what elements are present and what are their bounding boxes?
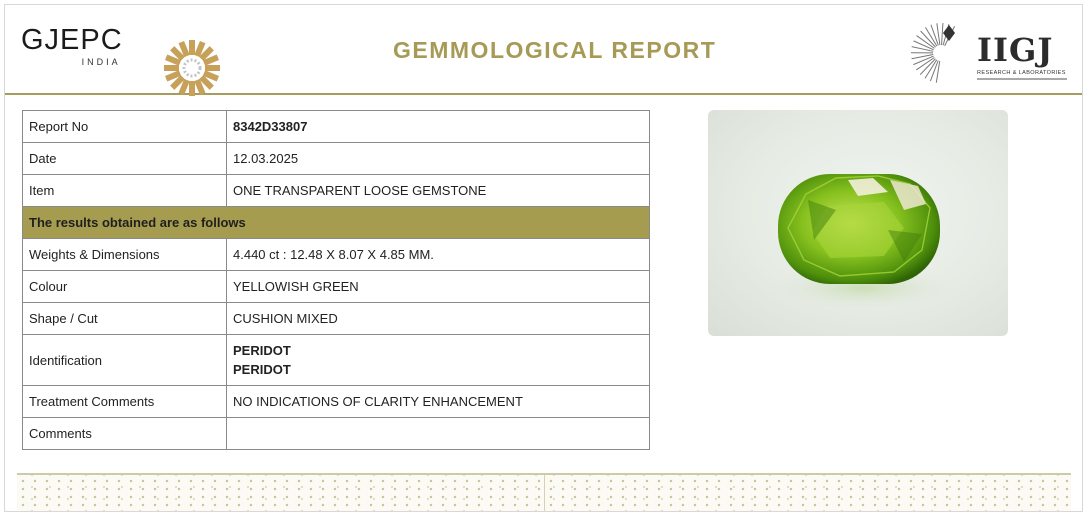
iigj-logo-icon: [905, 17, 975, 83]
identification-line: PERIDOT: [233, 362, 291, 377]
iigj-ray: [912, 47, 934, 52]
table-row: [23, 239, 650, 271]
report-header: [5, 5, 1082, 95]
row-value-item: ONE TRANSPARENT LOOSE GEMSTONE: [227, 175, 650, 207]
gjepc-wordmark: GJEPC: [21, 24, 123, 56]
table-row: [23, 418, 650, 450]
table-row: [23, 143, 650, 175]
decorative-footer-band: [17, 473, 1071, 511]
report-table: [22, 110, 650, 450]
gjepc-logo-icon: [161, 37, 223, 99]
iigj-ray: [942, 23, 943, 45]
table-row: [23, 335, 650, 386]
iigj-wordmark: IIGJ: [977, 31, 1054, 69]
gjepc-subtitle: INDIA: [81, 57, 121, 67]
row-label-colour: Colour: [23, 271, 227, 303]
table-row: [23, 175, 650, 207]
row-label-report-no: Report No: [23, 111, 227, 143]
row-label-shape: Shape / Cut: [23, 303, 227, 335]
row-label-weights: Weights & Dimensions: [23, 239, 227, 271]
iigj-subtitle: RESEARCH & LABORATORIES: [977, 70, 1066, 76]
iigj-underline: [977, 78, 1067, 80]
row-label-treatment: Treatment Comments: [23, 386, 227, 418]
table-row: [23, 303, 650, 335]
gjepc-logo: [21, 25, 123, 67]
row-value-weights: 4.440 ct : 12.48 X 8.07 X 4.85 MM.: [227, 239, 650, 271]
table-row: [23, 386, 650, 418]
row-value-report-no: 8342D33807: [227, 111, 650, 143]
row-label-date: Date: [23, 143, 227, 175]
table-row: [23, 111, 650, 143]
row-label-identification: Identification: [23, 335, 227, 386]
report-title: GEMMOLOGICAL REPORT: [393, 37, 717, 63]
row-value-date: 12.03.2025: [227, 143, 650, 175]
footer-divider: [544, 475, 545, 511]
identification-line: PERIDOT: [233, 343, 291, 358]
row-value-comments: [227, 418, 650, 450]
results-heading-row: [23, 207, 650, 239]
iigj-logo: [905, 17, 1077, 83]
gemstone-photo: [708, 110, 1008, 336]
gemstone-image: [708, 110, 1008, 336]
row-value-identification: [227, 335, 650, 386]
row-label-item: Item: [23, 175, 227, 207]
row-value-colour: YELLOWISH GREEN: [227, 271, 650, 303]
results-heading: The results obtained are as follows: [23, 207, 650, 239]
row-value-shape: CUSHION MIXED: [227, 303, 650, 335]
table-row: [23, 271, 650, 303]
report-card: [4, 4, 1083, 512]
row-value-treatment: NO INDICATIONS OF CLARITY ENHANCEMENT: [227, 386, 650, 418]
row-label-comments: Comments: [23, 418, 227, 450]
